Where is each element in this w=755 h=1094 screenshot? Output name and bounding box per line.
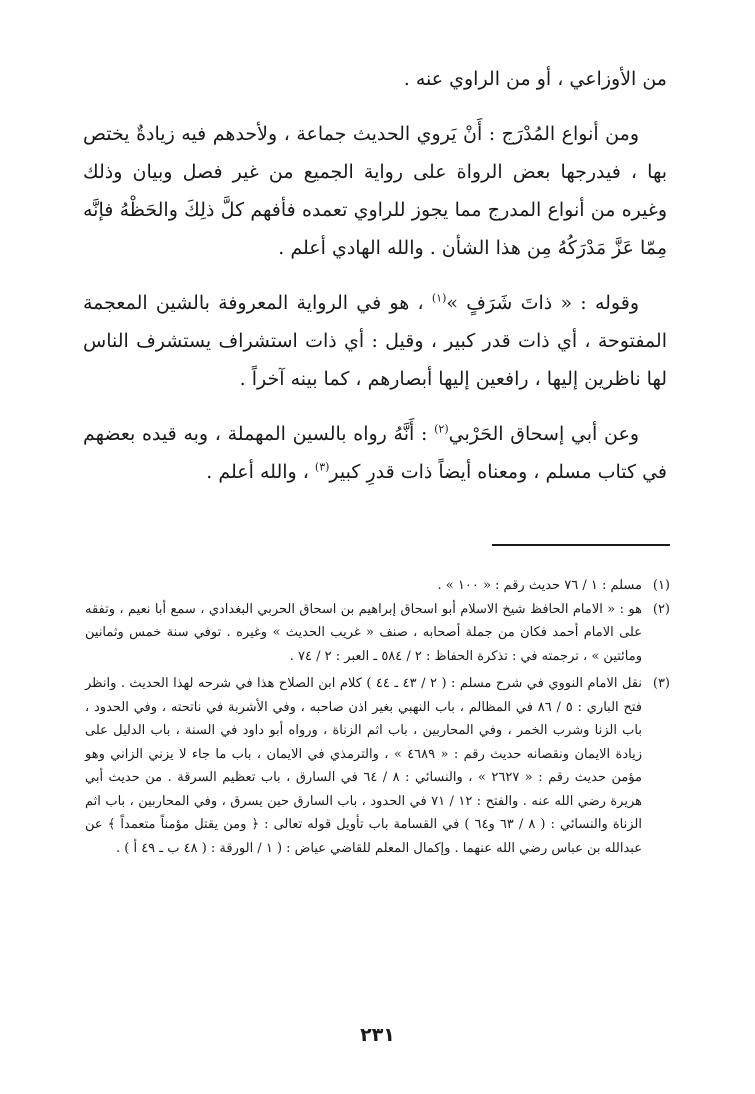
paragraph-4-middle: : أَنَّهُ رواه بالسين المهملة ، وبه قيده بعضهم في كتاب مسلم ، ومعناه أيضاً ذات قدرِ كبير xyxy=(83,423,667,483)
footnote-1 xyxy=(85,574,670,598)
footnote-2 xyxy=(85,598,670,669)
footnote-number: (٣) xyxy=(652,676,670,691)
page-number: ٢٣١ xyxy=(360,1024,395,1046)
footnote-ref-2: (٢) xyxy=(434,422,449,436)
paragraph-2: ومن أنواع المُدْرَج : أَنْ يَروي الحديث جماعة ، ولأحدهم فيه زيادةٌ يختص بها ، فيدرجها بعض الرواة على رواية الجميع من غير فصل وبيان وذلك وغيره من أنواع المدرج مما يجوز للراوي تعمده فأفهم كلَّ ذلِكَ والحَظْهُ فإنَّه مِمّا عَزَّ مَدْرَكُهُ مِن هذا الشأن . والله الهادي أعلم . xyxy=(83,123,667,259)
paragraph-4 xyxy=(83,415,667,491)
paragraph-3-end: ، هو في الرواية المعروفة بالشين المعجمة المفتوحة ، أي ذات قدر كبير ، وقيل : أي ذات استشراف يستشرف الناس لها ناظرين إليها ، رافعين إليها أبصارهم ، كما بينه آخراً . xyxy=(83,292,667,390)
footnote-3 xyxy=(85,672,670,860)
footnote-number: (١) xyxy=(652,578,670,593)
footnote-ref-1: (١) xyxy=(431,291,447,305)
paragraph-4-start: وعن أبي إسحاق الحَرْبي xyxy=(448,423,639,445)
footnote-ref-3: (٣) xyxy=(314,460,330,474)
paragraph-3-start: وقوله : « ذاتَ شَرَفٍ » xyxy=(446,292,639,314)
footnote-text: نقل الامام النووي في شرح مسلم : ( ٢ / ٤٣ ـ ٤٤ ) كلام ابن الصلاح هذا في شرحه لهذا الحديث . وانظر فتح الباري : ٥ / ٨٦ في المظالم ، باب النهبي بغير اذن صاحبه ، وفي الأشربة في ناتحته ، وفي الحدود ، باب الزنا وشرب الخمر ، وفي المحاربين ، باب اثم الزناة ، ورواه أبو داود في السنة ، باب الدليل على زيادة الايمان ونقصانه حديث رقم : « ٤٦٨٩ » ، والترمذي في الايمان ، باب ما جاء لا يزني الزاني وهو مؤمن حديث رقم : « ٢٦٢٧ » ، والنسائي : ٨ / ٦٤ في السارق ، باب تعظيم السرقة . من حديث أبي هريرة رضي الله عنه . والفتح : ١٢ / ٧١ في الحدود ، باب السارق حين يسرق ، وفي المحاربين ، باب اثم الزناة والنسائي : ( ٨ / ٦٣ و٦٤ ) في القسامة باب تأويل قوله تعالى : ﴿ ومن يقتل مؤمناً متعمداً ﴾ عن عبدالله بن عباس رضي الله عنهما . وإكمال المعلم للقاضي عياض : ( ١ / الورقة : ( ٤٨ ب ـ ٤٩ أ ) . xyxy=(85,676,642,856)
paragraph-1: من الأوزاعي ، أو من الراوي عنه . xyxy=(403,68,667,90)
main-text xyxy=(83,60,667,491)
paragraph-4-end: ، والله أعلم . xyxy=(206,461,315,483)
footnote-text: هو : « الامام الحافظ شيخ الاسلام أبو اسحاق إبراهيم بن اسحاق الحربي البغدادي ، سمع أبا نعيم ، وتفقه على الامام أحمد فكان من جملة أصحابه ، صنف « غريب الحديث » وغيره . توفي سنة خمس وثمانين ومائتين » ، ترجمته في : تذكرة الحفاظ : ٢ / ٥٨٤ ـ العبر : ٢ / ٧٤ . xyxy=(85,601,642,664)
paragraph-3 xyxy=(83,284,667,398)
footnote-text: مسلم : ١ / ٧٦ حديث رقم : « ١٠٠ » . xyxy=(437,578,642,593)
footnote-divider xyxy=(492,544,670,546)
footnotes xyxy=(85,566,670,860)
footnote-number: (٢) xyxy=(652,601,670,617)
